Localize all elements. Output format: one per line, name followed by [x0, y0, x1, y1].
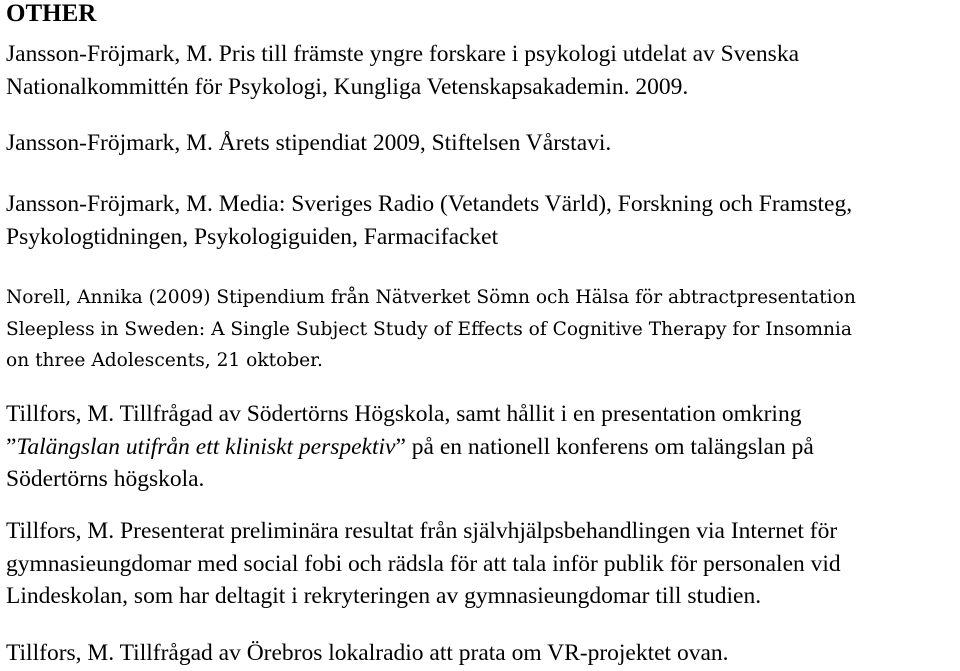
entry-line: Tillfors, M. Presenterat preliminära resultat från självhjälpsbehandlingen via Internet för: [6, 518, 838, 544]
quote-open: ”: [6, 433, 17, 460]
entry-line: Jansson-Fröjmark, M. Årets stipendiat 2009, Stiftelsen Vårstavi.: [6, 130, 612, 156]
entry-line: Nationalkommittén för Psykologi, Kungliga Vetenskapsakademin. 2009.: [6, 73, 689, 100]
entry-line: gymnasieungdomar med social fobi och rädsla för att tala inför publik för personalen vid: [6, 550, 841, 577]
entry-line: Södertörns högskola.: [6, 466, 205, 492]
entry-stipend-varstavi: [6, 127, 611, 160]
presentation-title: Talängslan utifrån ett kliniskt perspektiv: [16, 433, 396, 460]
entry-norell-stipend: [6, 282, 856, 377]
entry-award-psychology: [6, 38, 799, 103]
entry-line: Jansson-Fröjmark, M. Media: Sveriges Radio (Vetandets Värld), Forskning och Framsteg,: [6, 191, 853, 217]
section-heading: OTHER: [6, 0, 97, 27]
entry-preliminary-results: [6, 515, 841, 613]
entry-line: Psykologtidningen, Psykologiguiden, Farmacifacket: [6, 223, 499, 250]
entry-media: [6, 188, 852, 253]
entry-line: [6, 431, 814, 464]
entry-line: Sleepless in Sweden: A Single Subject Study of Effects of Cognitive Therapy for Insomnia: [6, 318, 852, 340]
entry-line: Tillfors, M. Tillfrågad av Södertörns Högskola, samt hållit i en presentation omkring: [6, 401, 802, 427]
entry-line: Tillfors, M. Tillfrågad av Örebros lokalradio att prata om VR-projektet ovan.: [6, 640, 729, 666]
entry-orebro-radio: [6, 637, 729, 670]
entry-line: Lindeskolan, som har deltagit i rekryteringen av gymnasieungdomar till studien.: [6, 583, 762, 609]
entry-sodertorn-presentation: [6, 398, 814, 496]
entry-line: on three Adolescents, 21 oktober.: [6, 350, 323, 371]
entry-line: Norell, Annika (2009) Stipendium från Nätverket Sömn och Hälsa för abtractpresentation: [6, 287, 856, 308]
entry-line: Jansson-Fröjmark, M. Pris till främste yngre forskare i psykologi utdelat av Svenska: [6, 41, 799, 67]
quote-rest: ” på en nationell konferens om talängslan på: [395, 433, 814, 460]
document-page: [6, 0, 956, 666]
